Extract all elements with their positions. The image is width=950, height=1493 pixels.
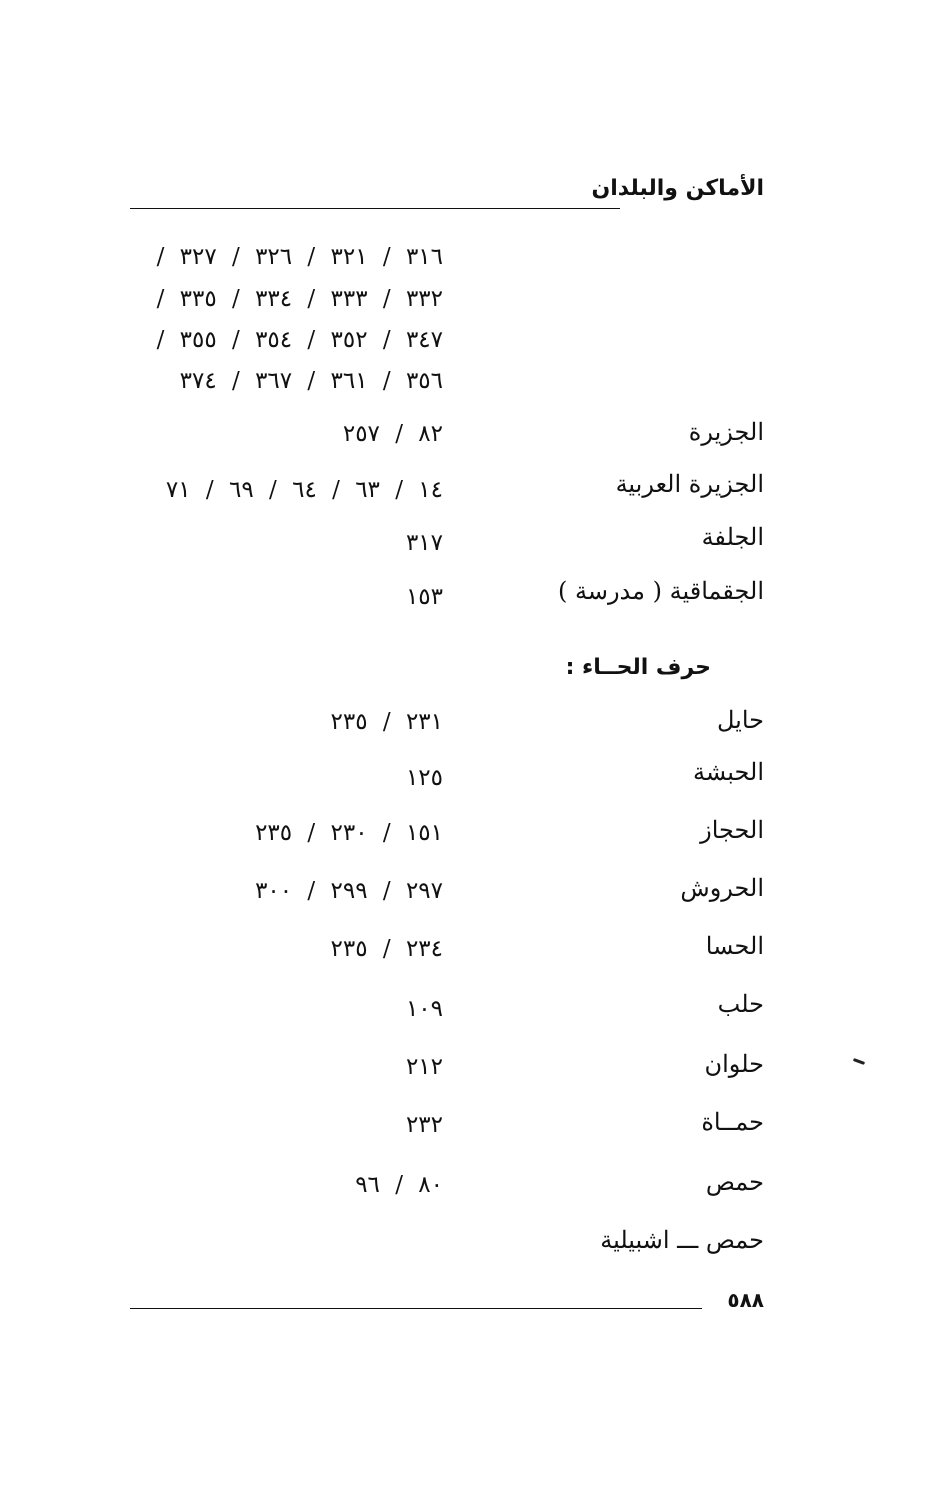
- index-term: حمص: [705, 1168, 764, 1196]
- index-term: الحروش: [680, 874, 764, 902]
- index-pages: ٢٩٧ / ٢٩٩ / ٣٠٠: [255, 878, 443, 904]
- index-term: الجزيرة: [688, 418, 764, 446]
- continuation-line: ٣١٦ / ٣٢١ / ٣٢٦ / ٣٢٧ /: [156, 244, 443, 270]
- continuation-line: ٣٤٧ / ٣٥٢ / ٣٥٤ / ٣٥٥ /: [156, 327, 443, 353]
- scan-speck: [853, 1058, 865, 1065]
- section-heading: حرف الحــاء :: [565, 655, 711, 680]
- index-pages: ٢٣٢: [405, 1112, 443, 1138]
- index-pages: ٨٢ / ٢٥٧: [342, 421, 443, 447]
- index-pages: ١٠٩: [405, 996, 443, 1022]
- index-term: الحجاز: [700, 816, 764, 844]
- footer-rule: [130, 1308, 702, 1309]
- running-header-title: الأماكن والبلدان: [591, 176, 764, 201]
- index-term: حلوان: [704, 1050, 764, 1078]
- index-pages: ١٥٣: [405, 584, 443, 610]
- continuation-line: ٣٥٦ / ٣٦١ / ٣٦٧ / ٣٧٤: [179, 368, 443, 394]
- index-pages: ١٢٥: [405, 765, 443, 791]
- index-term: الجلفة: [701, 523, 764, 551]
- index-pages: ١٤ / ٦٣ / ٦٤ / ٦٩ / ٧١: [165, 477, 443, 503]
- index-pages: ٢١٢: [405, 1054, 443, 1080]
- index-term: حايل: [716, 706, 764, 734]
- index-term: حلب: [717, 990, 764, 1018]
- index-pages: ٢٣٤ / ٢٣٥: [330, 936, 443, 962]
- index-pages: ٨٠ / ٩٦: [355, 1172, 443, 1198]
- continuation-line: ٣٣٢ / ٣٣٣ / ٣٣٤ / ٣٣٥ /: [156, 286, 443, 312]
- index-term: الجزيرة العربية: [615, 470, 764, 498]
- index-pages: ٣١٧: [405, 530, 443, 556]
- page-number: ٥٨٨: [727, 1288, 764, 1312]
- index-pages: ١٥١ / ٢٣٠ / ٢٣٥: [255, 820, 443, 846]
- index-term: الحسا: [705, 932, 764, 960]
- index-term: حمــاة: [701, 1108, 764, 1136]
- index-term: الحبشة: [693, 758, 764, 786]
- index-term: الجقماقية ( مدرسة ): [557, 577, 764, 605]
- index-pages: ٢٣١ / ٢٣٥: [330, 709, 443, 735]
- index-term: حمص ـــ اشبيلية: [600, 1226, 764, 1254]
- header-rule: [130, 208, 620, 209]
